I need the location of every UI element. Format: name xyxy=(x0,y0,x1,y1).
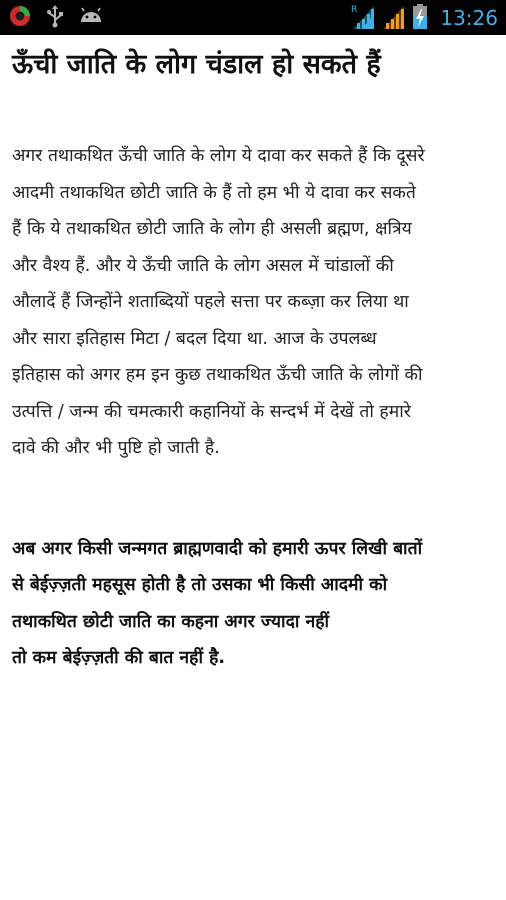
app-notification-icon[interactable] xyxy=(8,4,32,32)
signal-roaming-icon xyxy=(350,2,376,34)
page-title: ऊँची जाति के लोग चंडाल हो सकते हैं xyxy=(12,49,381,80)
system-icons xyxy=(350,2,498,34)
notification-icons xyxy=(8,5,104,31)
svg-text:R: R xyxy=(351,5,358,15)
article-paragraph-2: अब अगर किसी जन्मगत ब्राह्मणवादी को हमारी ऊपर लिखी बातों से बेईज़्ज़ती महसूस होती है तो उसका भी किसी आदमी को तथाकथित छोटी जाति का कहना अगर ज्यादा नहीं तो कम बेईज़्ज़ती की बात नहीं है. xyxy=(12,538,423,668)
usb-icon xyxy=(45,4,65,32)
status-clock: 13:26 xyxy=(440,6,498,30)
battery-charging-icon xyxy=(412,2,428,34)
signal-icon xyxy=(382,2,406,34)
android-debug-icon xyxy=(78,5,104,31)
status-bar xyxy=(0,0,506,35)
article-paragraph-1: अगर तथाकथित ऊँची जाति के लोग ये दावा कर सकते हैं कि दूसरे आदमी तथाकथित छोटी जाति के हैं तो हम भी ये दावा कर सकते हैं कि ये तथाकथित छोटी जाति के लोग ही असली ब्रह्मण, क्षत्रिय और वैश्य हैं. और ये ऊँची जाति के लोग असल में चांडालों की औलादें हैं जिन्होंने शताब्दियों पहले सत्ता पर कब्ज़ा कर लिया था और सारा इतिहास मिटा / बदल दिया था. आज के उपलब्ध इतिहास को अगर हम इन कुछ तथाकथित ऊँची जाति के लोगों की उत्पत्ति / जन्म की चमत्कारी कहानियों के सन्दर्भ में देखें तो हमारे दावे की और भी पुष्टि हो जाती है. xyxy=(12,146,425,458)
article xyxy=(12,35,496,677)
